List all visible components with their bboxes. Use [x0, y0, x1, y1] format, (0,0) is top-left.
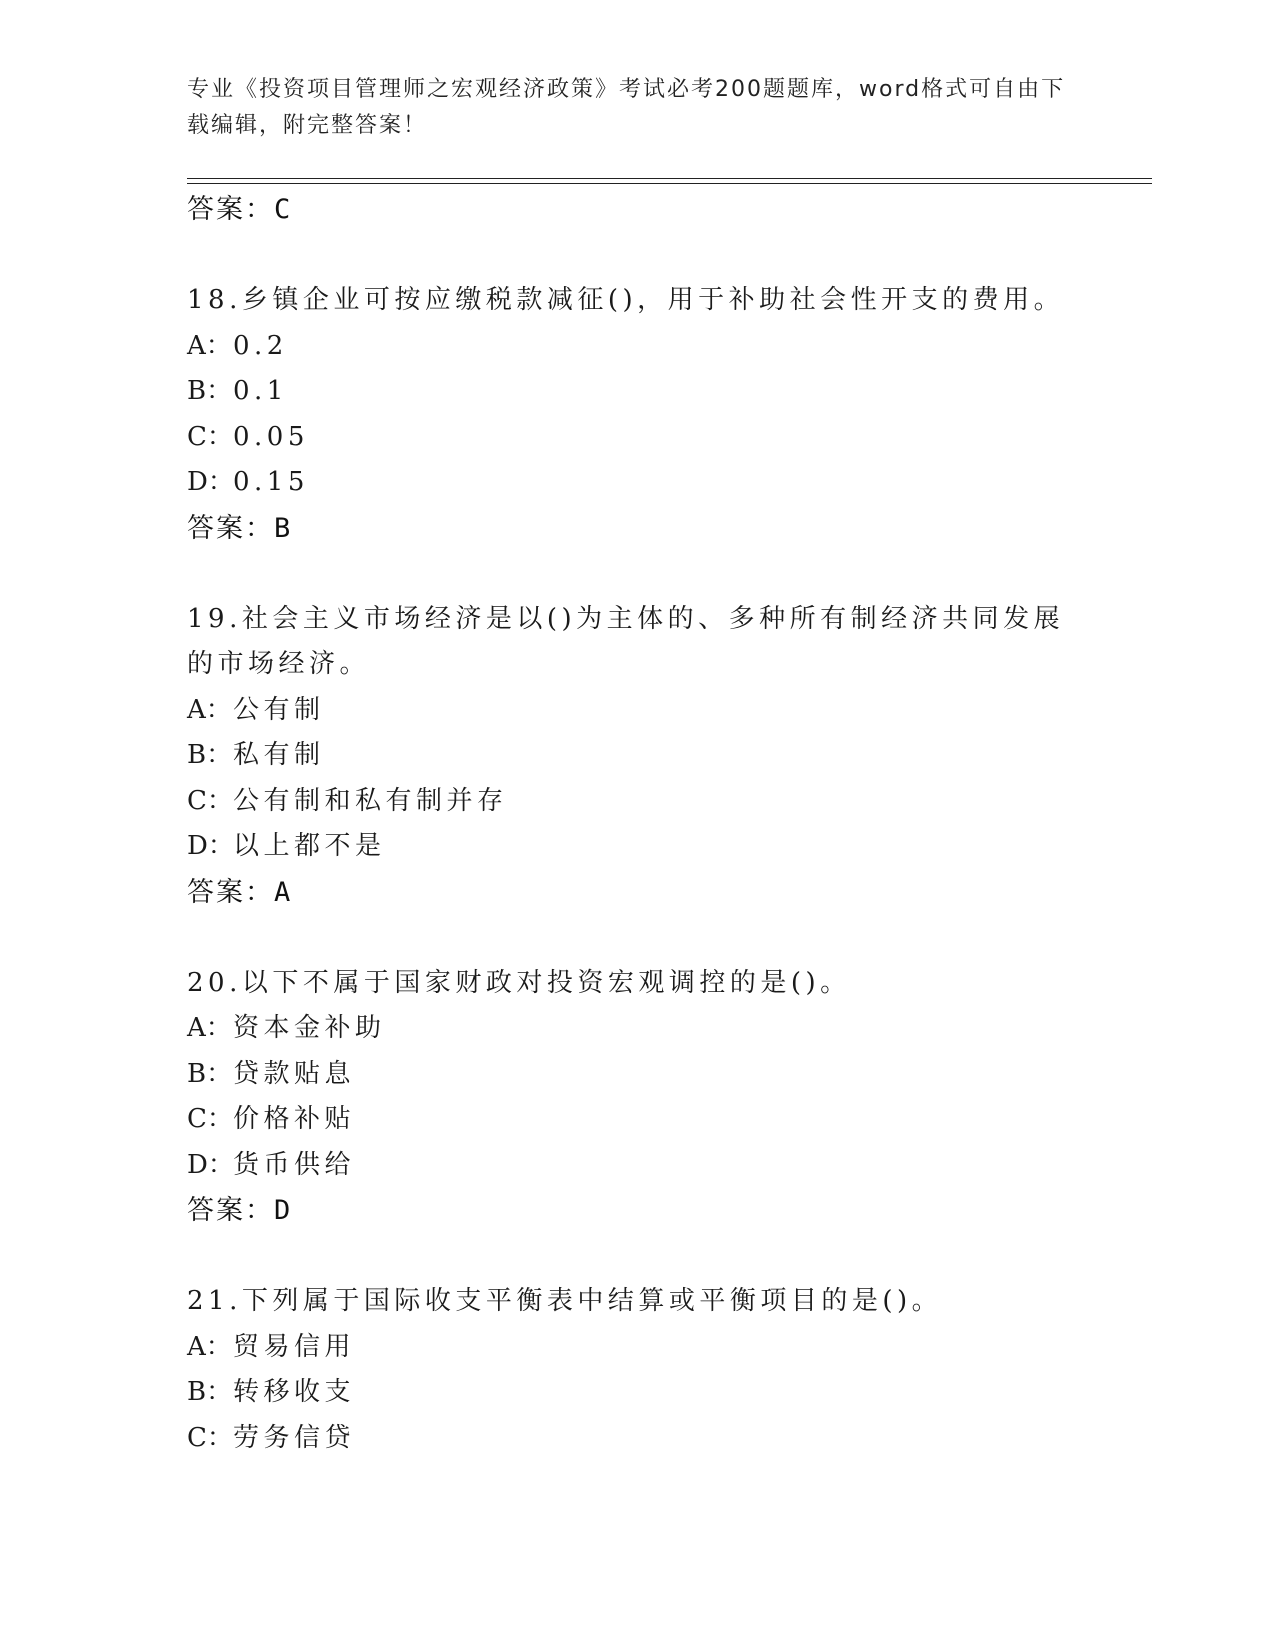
question-block-21: [187, 1279, 1087, 1461]
option-text: 贸易信用: [233, 1331, 356, 1362]
option-letter: C：: [187, 1104, 233, 1134]
option-text: 价格补贴: [233, 1104, 356, 1134]
option-letter: B：: [187, 1377, 233, 1407]
answer-label: 答案：: [187, 1195, 274, 1226]
option-letter: A：: [187, 1331, 232, 1362]
option-letter: A：: [187, 694, 232, 725]
answer-value: C: [274, 194, 291, 225]
header-intro-text: 专业《投资项目管理师之宏观经济政策》考试必考200题题库，word格式可自由下载编辑，附完整答案！: [187, 77, 1066, 138]
question-text: 21.下列属于国际收支平衡表中结算或平衡项目的是()。: [187, 1286, 943, 1316]
option-d: [187, 824, 1087, 870]
option-letter: C：: [187, 1422, 233, 1453]
option-a: [187, 1006, 1087, 1052]
option-letter: B：: [187, 1058, 233, 1089]
document-header: [187, 72, 1087, 144]
header-divider-top: [187, 178, 1152, 179]
question-text: 20.以下不属于国家财政对投资宏观调控的是()。: [187, 967, 851, 998]
option-b: [187, 1052, 1087, 1098]
option-b: [187, 733, 1087, 779]
option-letter: D：: [187, 467, 234, 497]
option-letter: D：: [187, 831, 234, 861]
option-text: 资本金补助: [233, 1013, 386, 1043]
option-text: 转移收支: [233, 1377, 356, 1407]
question-block-20: [187, 961, 1087, 1235]
option-b: [187, 1370, 1087, 1416]
option-text: 0.2: [233, 330, 288, 361]
answer-line: [187, 506, 1087, 552]
option-b: [187, 369, 1087, 415]
option-c: [187, 415, 1087, 461]
option-text: 贷款贴息: [233, 1058, 356, 1089]
option-text: 0.1: [233, 376, 288, 406]
option-a: [187, 1325, 1087, 1371]
question-block-18: [187, 278, 1087, 552]
question-text: 18.乡镇企业可按应缴税款减征()，用于补助社会性开支的费用。: [187, 285, 1065, 315]
answer-label: 答案：: [187, 512, 274, 544]
answer-label: 答案：: [187, 876, 274, 908]
answer-line-17: [187, 187, 1087, 233]
option-text: 劳务信贷: [233, 1422, 356, 1453]
option-text: 以上都不是: [233, 831, 386, 861]
option-letter: A：: [187, 330, 232, 361]
option-c: [187, 1097, 1087, 1143]
header-divider-bottom: [187, 183, 1152, 184]
option-c: [187, 1416, 1087, 1462]
answer-line: [187, 870, 1087, 916]
option-letter: C：: [187, 785, 233, 816]
option-d: [187, 1143, 1087, 1189]
answer-label: 答案：: [187, 194, 274, 225]
option-text: 公有制: [233, 694, 325, 725]
option-d: [187, 460, 1087, 506]
option-letter: C：: [187, 421, 233, 452]
option-letter: B：: [187, 740, 233, 770]
answer-value: A: [274, 876, 291, 908]
option-letter: D：: [187, 1149, 234, 1180]
answer-line: [187, 1188, 1087, 1234]
document-body: [187, 187, 1087, 1461]
option-text: 公有制和私有制并存: [233, 785, 508, 816]
answer-value: B: [274, 512, 291, 544]
option-letter: B：: [187, 376, 233, 406]
option-text: 私有制: [233, 740, 325, 770]
option-text: 货币供给: [233, 1149, 356, 1180]
question-text: 19.社会主义市场经济是以()为主体的、多种所有制经济共同发展的市场经济。: [187, 603, 1065, 679]
option-c: [187, 779, 1087, 825]
option-text: 0.05: [233, 421, 309, 452]
option-a: [187, 324, 1087, 370]
option-a: [187, 688, 1087, 734]
answer-value: D: [274, 1195, 291, 1226]
option-text: 0.15: [233, 467, 309, 497]
question-block-19: [187, 597, 1087, 916]
option-letter: A：: [187, 1013, 232, 1043]
